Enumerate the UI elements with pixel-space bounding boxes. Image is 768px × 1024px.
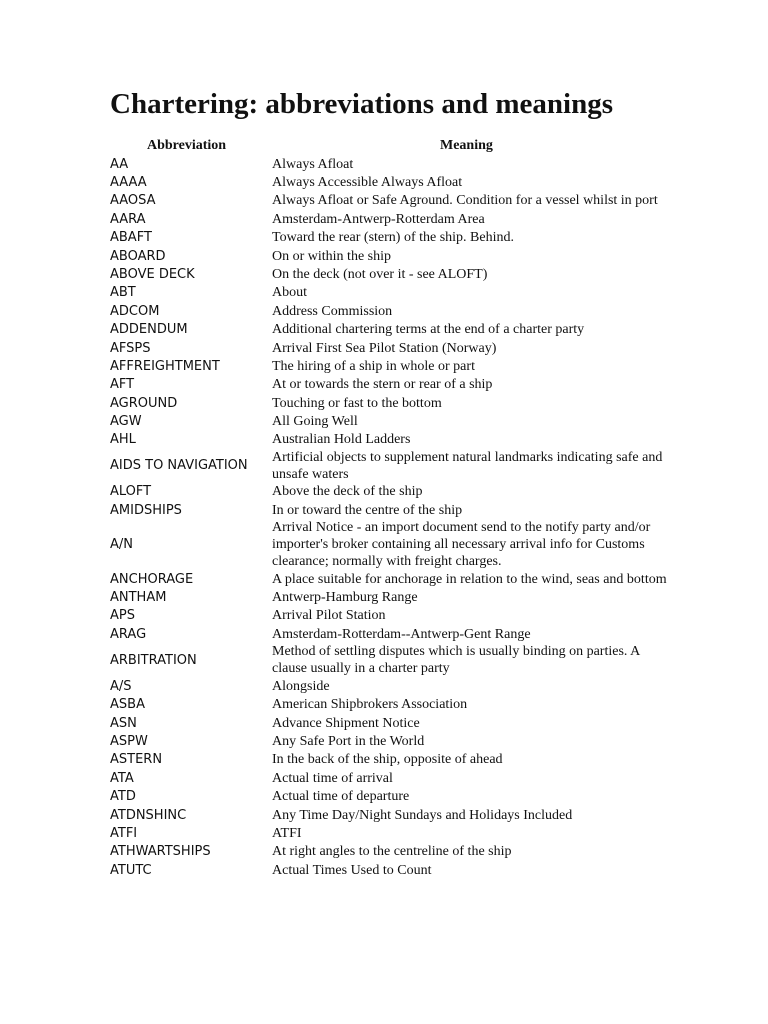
meaning-cell: All Going Well: [272, 414, 358, 430]
abbreviation-cell: AAOSA: [110, 193, 156, 209]
abbreviation-cell: ANCHORAGE: [110, 571, 194, 587]
abbreviation-cell: AFFREIGHTMENT: [110, 358, 220, 374]
abbreviation-cell: ATDNSHINC: [110, 807, 187, 823]
table-row: [110, 825, 670, 843]
table-row: [110, 843, 670, 861]
table-row: [110, 626, 670, 644]
meaning-cell: A place suitable for anchorage in relation to the wind, seas and bottom: [272, 571, 667, 587]
meaning-cell: Touching or fast to the bottom: [272, 395, 442, 411]
table-row: [110, 229, 670, 247]
meaning-cell: On or within the ship: [272, 248, 391, 264]
table-row: [110, 285, 670, 303]
meaning-cell: On the deck (not over it - see ALOFT): [272, 266, 488, 282]
abbreviation-cell: ABOARD: [110, 248, 166, 264]
table-row: [110, 484, 670, 502]
meaning-column-header: Meaning: [440, 138, 493, 153]
meaning-cell: Amsterdam-Rotterdam--Antwerp-Gent Range: [272, 626, 531, 642]
table-row: [110, 211, 670, 229]
meaning-cell: Alongside: [272, 678, 330, 694]
table-row: [110, 788, 670, 806]
table-row: [110, 413, 670, 431]
abbreviation-cell: ASTERN: [110, 752, 163, 768]
table-header-row: [110, 138, 670, 156]
meaning-cell: Above the deck of the ship: [272, 484, 423, 500]
abbreviation-cell: AARA: [110, 211, 146, 227]
meaning-cell: Always Afloat: [272, 156, 354, 172]
abbreviation-cell: AA: [110, 156, 129, 172]
table-row: [110, 248, 670, 266]
table-row: [110, 733, 670, 751]
meaning-cell: Actual time of arrival: [272, 770, 393, 786]
abbreviation-cell: A/S: [110, 678, 132, 694]
meaning-cell: Any Safe Port in the World: [272, 733, 425, 749]
table-row: [110, 589, 670, 607]
table-row: [110, 770, 670, 788]
table-row: [110, 432, 670, 450]
table-row: [110, 450, 670, 484]
table-row: [110, 340, 670, 358]
table-row: [110, 678, 670, 696]
meaning-cell: In or toward the centre of the ship: [272, 502, 463, 518]
abbreviation-cell: ABOVE DECK: [110, 266, 195, 282]
table-row: [110, 644, 670, 678]
meaning-cell: Actual time of departure: [272, 789, 410, 805]
abbreviation-cell: AGW: [110, 414, 142, 430]
table-row: [110, 807, 670, 825]
abbreviations-table: [110, 138, 670, 880]
meaning-cell: Antwerp-Hamburg Range: [272, 590, 418, 605]
abbreviation-cell: AHL: [110, 432, 136, 448]
meaning-cell: Australian Hold Ladders: [272, 432, 411, 448]
meaning-cell: Arrival Pilot Station: [272, 608, 386, 624]
meaning-cell: Address Commission: [272, 303, 393, 319]
table-row: [110, 358, 670, 376]
abbreviation-cell: ASN: [110, 715, 137, 731]
meaning-cell: About: [272, 285, 307, 301]
abbreviation-cell: AFSPS: [110, 340, 151, 356]
meaning-cell: In the back of the ship, opposite of ahead: [272, 752, 503, 768]
meaning-cell: Method of settling disputes which is usually binding on parties. A clause usually in a charter party: [272, 644, 640, 677]
table-row: [110, 376, 670, 394]
abbreviation-cell: ASPW: [110, 733, 148, 749]
abbreviation-column-header: Abbreviation: [147, 138, 227, 153]
table-row: [110, 193, 670, 211]
abbreviation-cell: ADCOM: [110, 303, 160, 319]
meaning-cell: Any Time Day/Night Sundays and Holidays Included: [272, 807, 573, 823]
abbreviation-cell: AGROUND: [110, 395, 178, 411]
table-row: [110, 303, 670, 321]
abbreviation-cell: ATFI: [110, 825, 138, 841]
abbreviation-cell: ABT: [110, 285, 136, 301]
document-page: [110, 86, 670, 880]
table-row: [110, 571, 670, 589]
abbreviation-cell: ARBITRATION: [110, 652, 197, 668]
meaning-cell: At or towards the stern or rear of a ship: [272, 377, 493, 393]
page-title: Chartering: abbreviations and meanings: [110, 88, 613, 120]
table-row: [110, 520, 670, 570]
abbreviation-cell: ATUTC: [110, 862, 152, 878]
table-row: [110, 608, 670, 626]
table-row: [110, 715, 670, 733]
meaning-cell: Amsterdam-Antwerp-Rotterdam Area: [272, 211, 485, 227]
abbreviation-cell: ATD: [110, 789, 136, 805]
table-row: [110, 174, 670, 192]
meaning-cell: American Shipbrokers Association: [272, 697, 468, 713]
meaning-cell: Artificial objects to supplement natural landmarks indicating safe and unsafe waters: [272, 450, 663, 482]
table-row: [110, 395, 670, 413]
table-body: [110, 156, 670, 880]
meaning-cell: Toward the rear (stern) of the ship. Behind.: [272, 230, 514, 246]
meaning-cell: Actual Times Used to Count: [272, 862, 432, 878]
abbreviation-cell: APS: [110, 608, 135, 624]
abbreviation-cell: ALOFT: [110, 484, 152, 500]
meaning-cell: Advance Shipment Notice: [272, 715, 420, 731]
table-row: [110, 156, 670, 174]
abbreviation-cell: AAAA: [110, 174, 147, 190]
table-row: [110, 266, 670, 284]
meaning-cell: Always Afloat or Safe Aground. Condition for a vessel whilst in port: [272, 193, 658, 209]
meaning-cell: Arrival First Sea Pilot Station (Norway): [272, 340, 497, 356]
meaning-cell: Arrival Notice - an import document send to the notify party and/or importer's broker containing all necessary arrival info for Customs clearance; normally with freight charges.: [272, 520, 651, 570]
table-row: [110, 696, 670, 714]
abbreviation-cell: ATHWARTSHIPS: [110, 844, 211, 860]
meaning-cell: At right angles to the centreline of the ship: [272, 844, 512, 860]
abbreviation-cell: A/N: [110, 537, 133, 553]
abbreviation-cell: ASBA: [110, 697, 145, 713]
abbreviation-cell: AFT: [110, 377, 135, 393]
abbreviation-cell: AIDS TO NAVIGATION: [110, 458, 248, 474]
table-row: [110, 502, 670, 520]
abbreviation-cell: ATA: [110, 770, 134, 786]
meaning-cell: Additional chartering terms at the end of a charter party: [272, 322, 585, 338]
meaning-cell: Always Accessible Always Afloat: [272, 174, 463, 190]
abbreviation-cell: ARAG: [110, 626, 147, 642]
table-row: [110, 862, 670, 880]
abbreviation-cell: ABAFT: [110, 230, 152, 246]
abbreviation-cell: AMIDSHIPS: [110, 502, 182, 518]
meaning-cell: ATFI: [272, 825, 302, 841]
meaning-cell: The hiring of a ship in whole or part: [272, 358, 475, 374]
table-row: [110, 321, 670, 339]
abbreviation-cell: ADDENDUM: [110, 322, 188, 338]
table-row: [110, 752, 670, 770]
abbreviation-cell: ANTHAM: [110, 590, 167, 605]
